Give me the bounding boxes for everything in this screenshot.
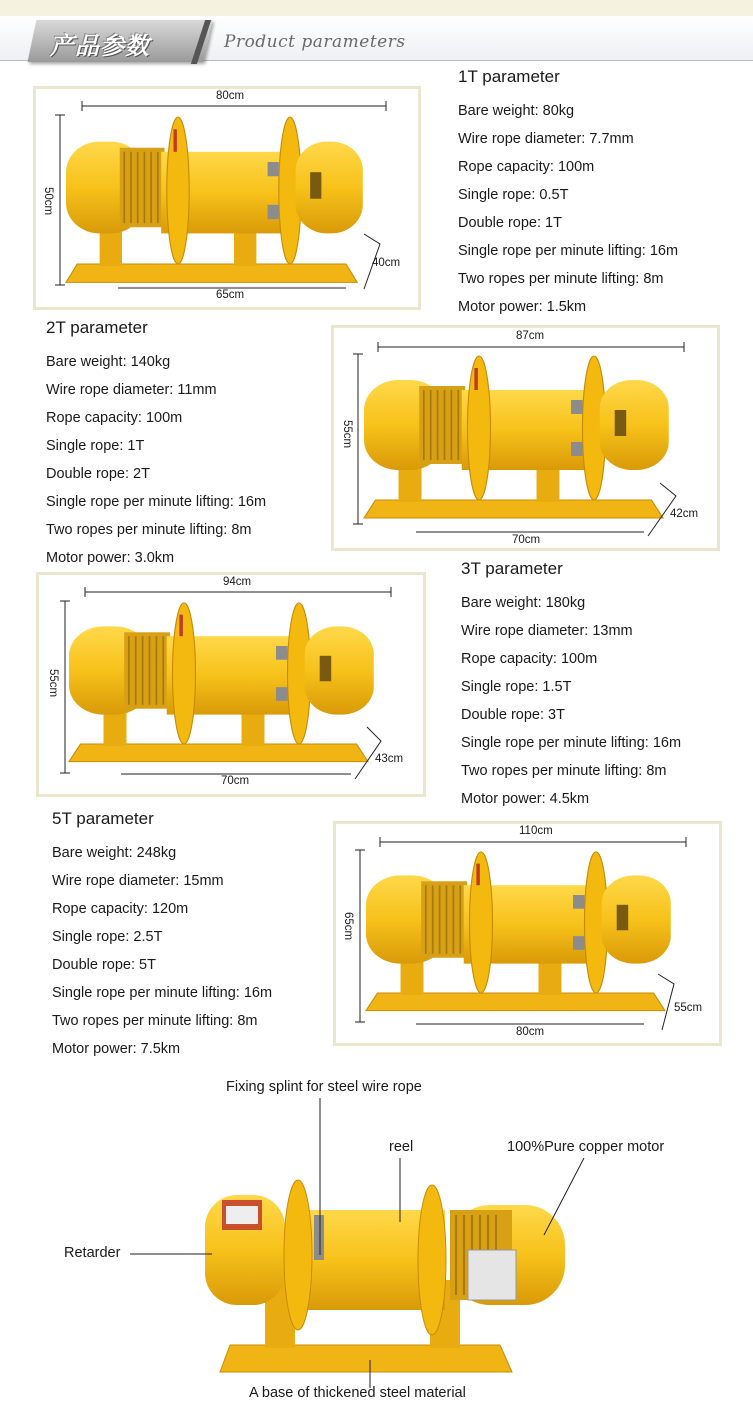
spec-line: Single rope per minute lifting: 16m bbox=[52, 985, 273, 1001]
dim-base: 65cm bbox=[216, 289, 245, 301]
spec-line: Bare weight: 140kg bbox=[46, 354, 171, 370]
spec-title: 5T parameter bbox=[52, 809, 154, 828]
component-diagram bbox=[0, 1060, 753, 1415]
product-image-5t bbox=[333, 821, 722, 1046]
spec-line: Wire rope diameter: 7.7mm bbox=[458, 131, 634, 147]
spec-line: Single rope: 2.5T bbox=[52, 929, 163, 945]
spec-line: Two ropes per minute lifting: 8m bbox=[461, 763, 667, 779]
spec-line: Rope capacity: 100m bbox=[46, 410, 183, 426]
spec-block-2t bbox=[46, 318, 266, 572]
spec-title: 2T parameter bbox=[46, 318, 148, 337]
spec-line: Wire rope diameter: 11mm bbox=[46, 382, 217, 398]
dim-depth: 43cm bbox=[375, 753, 404, 765]
spec-line: Single rope: 1T bbox=[46, 438, 145, 454]
spec-line: Double rope: 2T bbox=[46, 466, 150, 482]
spec-line: Bare weight: 180kg bbox=[461, 595, 586, 611]
spec-block-1t bbox=[458, 67, 678, 321]
callout-motor: 100%Pure copper motor bbox=[507, 1139, 665, 1155]
spec-title: 1T parameter bbox=[458, 67, 560, 86]
product-image-1t bbox=[33, 86, 421, 310]
spec-line: Wire rope diameter: 15mm bbox=[52, 873, 224, 889]
dim-height: 55cm bbox=[47, 669, 59, 698]
spec-line: Two ropes per minute lifting: 8m bbox=[52, 1013, 258, 1029]
spec-line: Wire rope diameter: 13mm bbox=[461, 623, 633, 639]
product-image-3t bbox=[36, 572, 426, 797]
dim-height: 65cm bbox=[342, 912, 354, 941]
spec-line: Rope capacity: 100m bbox=[461, 651, 598, 667]
header-title-en: Product parameters bbox=[224, 32, 406, 52]
dim-length: 80cm bbox=[216, 90, 245, 102]
spec-line: Single rope per minute lifting: 16m bbox=[461, 735, 682, 751]
spec-line: Single rope: 0.5T bbox=[458, 187, 569, 203]
spec-line: Motor power: 7.5km bbox=[52, 1041, 181, 1057]
spec-line: Single rope per minute lifting: 16m bbox=[458, 243, 679, 259]
spec-line: Motor power: 1.5km bbox=[458, 299, 587, 315]
dim-depth: 42cm bbox=[670, 508, 699, 520]
dim-length: 110cm bbox=[519, 825, 553, 837]
spec-line: Bare weight: 248kg bbox=[52, 845, 177, 861]
header-title-cn: 产品参数 bbox=[50, 31, 150, 60]
callout-fixing-splint: Fixing splint for steel wire rope bbox=[226, 1079, 422, 1095]
product-image-2t bbox=[331, 325, 720, 551]
callout-retarder: Retarder bbox=[64, 1245, 121, 1261]
dim-length: 94cm bbox=[223, 576, 252, 588]
spec-line: Motor power: 3.0km bbox=[46, 550, 175, 566]
dim-base: 70cm bbox=[512, 534, 541, 546]
spec-line: Two ropes per minute lifting: 8m bbox=[458, 271, 664, 287]
spec-line: Rope capacity: 100m bbox=[458, 159, 595, 175]
spec-line: Double rope: 3T bbox=[461, 707, 565, 723]
callout-base: A base of thickened steel material bbox=[249, 1385, 466, 1401]
dim-base: 70cm bbox=[221, 775, 250, 787]
spec-line: Rope capacity: 120m bbox=[52, 901, 189, 917]
dim-length: 87cm bbox=[516, 330, 545, 342]
spec-block-5t bbox=[52, 809, 272, 1063]
spec-line: Motor power: 4.5km bbox=[461, 791, 590, 807]
spec-line: Two ropes per minute lifting: 8m bbox=[46, 522, 252, 538]
spec-line: Single rope per minute lifting: 16m bbox=[46, 494, 267, 510]
spec-line: Double rope: 1T bbox=[458, 215, 562, 231]
spec-title: 3T parameter bbox=[461, 559, 563, 578]
top-strip bbox=[0, 0, 753, 16]
dim-depth: 40cm bbox=[372, 257, 401, 269]
dim-height: 55cm bbox=[341, 420, 353, 449]
callout-reel: reel bbox=[389, 1139, 414, 1155]
dim-base: 80cm bbox=[516, 1026, 545, 1038]
spec-line: Single rope: 1.5T bbox=[461, 679, 572, 695]
spec-line: Double rope: 5T bbox=[52, 957, 156, 973]
spec-block-3t bbox=[461, 559, 681, 813]
spec-line: Bare weight: 80kg bbox=[458, 103, 575, 119]
dim-depth: 55cm bbox=[674, 1002, 703, 1014]
dim-height: 50cm bbox=[42, 187, 54, 216]
